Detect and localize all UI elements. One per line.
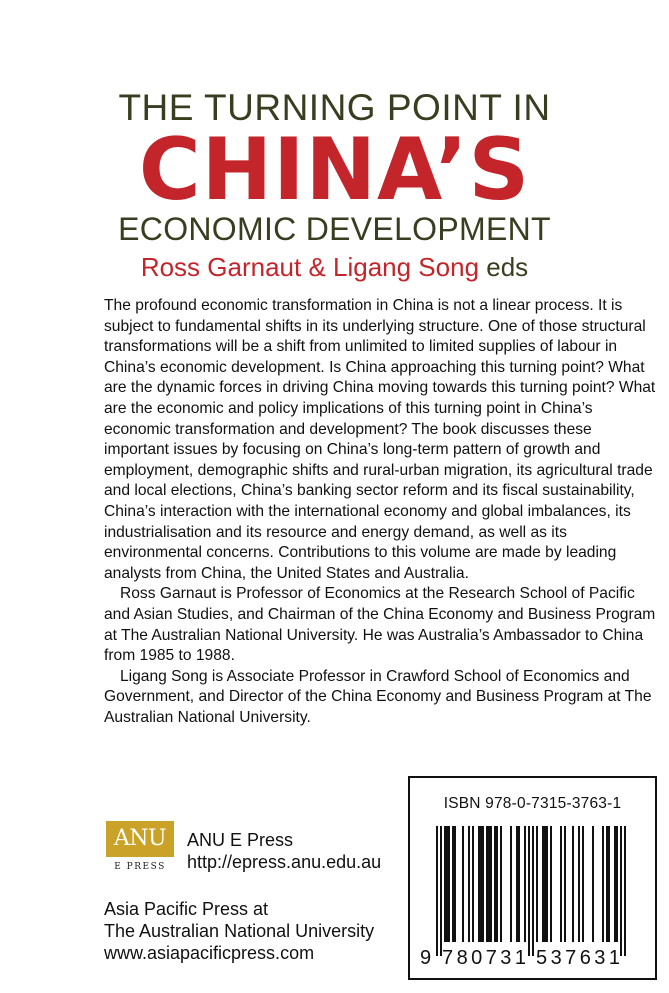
barcode-bar xyxy=(606,826,608,942)
barcode-bar xyxy=(624,826,626,956)
barcode-bar xyxy=(444,826,446,942)
publisher-url[interactable]: http://epress.anu.edu.au xyxy=(187,852,382,872)
barcode-bar xyxy=(496,826,498,942)
barcode-bar xyxy=(532,826,534,956)
anu-logo: ANU xyxy=(106,821,174,857)
editors-suffix: eds xyxy=(486,252,529,282)
barcode xyxy=(418,822,648,974)
barcode-bar xyxy=(616,826,618,942)
barcode-bar xyxy=(592,826,594,942)
back-cover-blurb xyxy=(104,296,656,728)
barcode-bar xyxy=(542,826,544,942)
bio-song: Ligang Song is Associate Professor in Crawford School of Economics and Government, and Director of the China Economy and Business Program at The Australian National University. xyxy=(104,667,652,726)
barcode-bar xyxy=(564,826,566,942)
barcode-bar xyxy=(446,826,448,942)
barcode-bar xyxy=(486,826,488,942)
co-publisher-line-1: Asia Pacific Press at xyxy=(104,899,269,919)
barcode-bars xyxy=(436,826,626,956)
title-line-2-china: CHINA’S xyxy=(138,120,531,220)
barcode-bar xyxy=(500,826,502,942)
bio-garnaut: Ross Garnaut is Professor of Economics at the Research School of Pacific and Asian Studies, and Chairman of the China Economy and Business Program at The Australian National University. He was Australia’s Ambassador to China from 1985 to 1988. xyxy=(104,585,656,665)
co-publisher-block xyxy=(104,898,374,964)
barcode-bar xyxy=(454,826,456,942)
isbn-label: ISBN 978-0-7315-3763-1 xyxy=(443,795,622,812)
blurb-summary: The profound economic transformation in China is not a linear process. It is subject to fundamental shifts in its underlying structure. One of those structural transformations will be a shift from unlimited to limited supplies of labour in China’s economic development. Is China approaching this turning point? What are the dynamic forces in driving China moving towards this turning point? What are the economic and policy implications of this turning point in China’s economic transformation and development? The book discusses these important issues by focusing on China’s long-term pattern of growth and employment, demographic shifts and rural-urban migration, its agricultural trade and local elections, China’s banking sector reform and its fiscal sustainability, China’s interaction with the international economy and global imbalances, its industrialisation and its resource and energy demand, as well as its environmental concerns. Contributions to this volume are made by leading analysts from China, the United States and Australia. xyxy=(104,297,656,582)
title-line-1: THE TURNING POINT IN xyxy=(118,87,551,128)
barcode-bar xyxy=(494,826,496,942)
co-publisher-url[interactable]: www.asiapacificpress.com xyxy=(104,943,315,963)
editor-names: Ross Garnaut & Ligang Song xyxy=(140,252,480,282)
barcode-bar xyxy=(614,826,616,942)
barcode-left-digits: 780731 xyxy=(442,947,526,969)
barcode-bar xyxy=(546,826,548,942)
barcode-bar xyxy=(602,826,604,942)
barcode-bar xyxy=(550,826,552,942)
barcode-bar xyxy=(480,826,482,942)
barcode-bar xyxy=(536,826,538,942)
publisher-name: ANU E Press xyxy=(187,830,294,850)
barcode-bar xyxy=(544,826,546,942)
barcode-bar xyxy=(478,826,480,942)
barcode-bar xyxy=(452,826,454,942)
barcode-bar xyxy=(620,826,622,956)
barcode-bar xyxy=(528,826,530,956)
co-publisher-line-2: The Australian National University xyxy=(104,921,375,941)
barcode-bar xyxy=(572,826,574,942)
barcode-bar xyxy=(468,826,470,942)
barcode-bar xyxy=(488,826,490,942)
title-line-3: ECONOMIC DEVELOPMENT xyxy=(118,211,551,247)
barcode-bar xyxy=(608,826,610,942)
barcode-bar xyxy=(516,826,518,942)
barcode-bar xyxy=(578,826,580,942)
barcode-bar xyxy=(448,826,450,942)
barcode-bar xyxy=(518,826,520,942)
barcode-bar xyxy=(560,826,562,942)
anu-logo-subtext: E PRESS xyxy=(114,862,166,872)
barcode-bar xyxy=(490,826,492,942)
barcode-bar xyxy=(436,826,438,956)
barcode-bar xyxy=(482,826,484,942)
editors-line xyxy=(0,251,669,283)
barcode-lead-digit: 9 xyxy=(420,947,432,969)
barcode-bar xyxy=(582,826,584,942)
barcode-bar xyxy=(524,826,526,942)
barcode-bar xyxy=(472,826,474,942)
barcode-bar xyxy=(510,826,512,942)
barcode-right-digits: 537631 xyxy=(536,947,620,969)
barcode-bar xyxy=(440,826,442,956)
barcode-bar xyxy=(462,826,464,942)
